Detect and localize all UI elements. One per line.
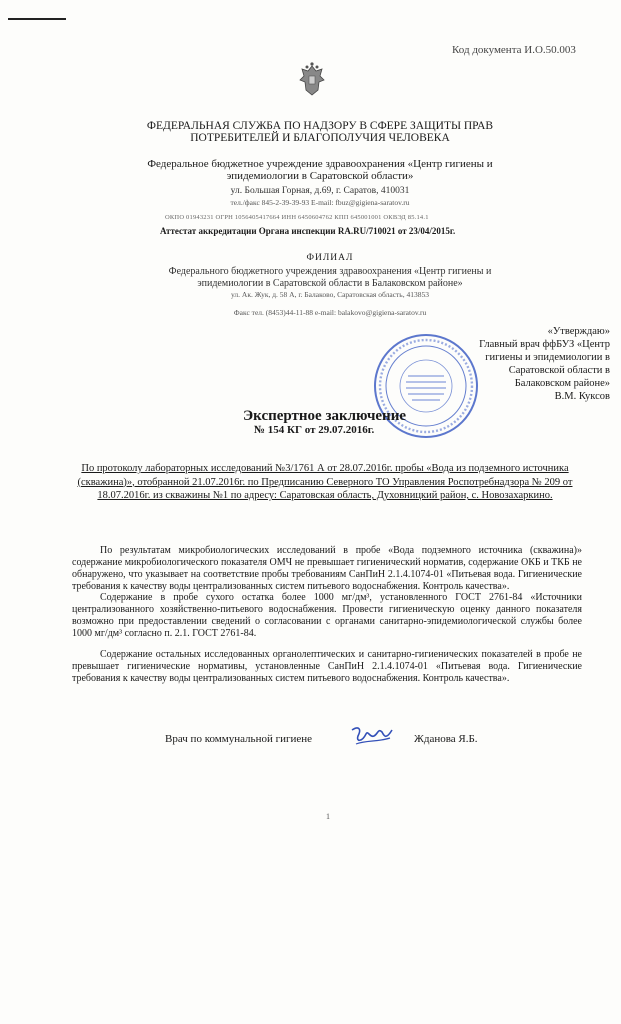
accreditation: Аттестат аккредитации Органа инспекции RA.RU/710021 от 23/04/2015г.	[160, 226, 456, 236]
conclusion-paragraph: Содержание в пробе сухого остатка более 1000 мг/дм³, установленного ГОСТ 2761-84 «Источники централизованного хозяйственно-питьевого водоснабжения. Провести гигиеническую оценку данного показателя возможно при предоставлении сведений о согласовании с органами санитарно-эпидемиологической службы более 1000 мг/дм³ согласно п. 2.1. ГОСТ 2761-84.	[72, 592, 582, 639]
document-code: Код документа И.О.50.003	[452, 44, 576, 56]
protocol-reference: По протоколу лабораторных исследований №3/1761 А от 28.07.2016г. пробы «Вода из подземного источника (скважина)», отобранной 21.07.2016г. по Предписанию Северного ТО Управления Роспотребнадзора № 209 от 18.07.2016г. из скважины №1 по адресу: Саратовская область, Духовницкий район, с. Новозахаркино.	[77, 463, 573, 501]
signer-name: Жданова Я.Б.	[414, 733, 478, 745]
institution-contacts: тел./факс 845-2-39-39-93 E-mail: fbuz@gigiena-saratov.ru	[230, 198, 410, 207]
branch-label: ФИЛИАЛ	[306, 253, 354, 263]
institution-address: ул. Большая Горная, д.69, г. Саратов, 410031	[230, 186, 410, 196]
conclusion-paragraph: По результатам микробиологических исследований в пробе «Вода подземного источника (скважина)» содержание микробиологического показателя ОМЧ не превышает гигиенический норматив, содержание ОКБ и ТКБ не обнаружено, что указывает на соответствие пробы требованиям СанПиН 2.1.4.1074-01 «Питьевая вода. Гигиенические требования к качеству воды централизованных систем питьевого водоснабжения. Контроль качества».	[72, 545, 582, 592]
page-number: 1	[326, 812, 330, 821]
institution-name: Федеральное бюджетное учреждение здравоохранения «Центр гигиены и эпидемиологии в Саратовской области»	[147, 158, 493, 182]
approval-block	[470, 325, 610, 403]
document-number: № 154 КГ от 29.07.2016г.	[254, 424, 375, 436]
conclusion-paragraph: Содержание остальных исследованных органолептических и санитарно-гигиенических показателей в пробе не превышает гигиенические нормативы, установленные СанПиН 2.1.4.1074-01 «Питьевая вода. Гигиенические требования к качеству воды централизованных систем питьевого водоснабжения. Контроль качества».	[72, 649, 582, 684]
branch-contacts: Факс тел. (8453)44-11-88 e-mail: balakovo@gigiena-saratov.ru	[233, 308, 427, 317]
branch-address: ул. Ак. Жук, д. 58 А, г. Балаково, Саратовская область, 413853	[231, 290, 429, 299]
approval-position: Главный врач ффБУЗ «Центр гигиены и эпидемиологии в Саратовской области в Балаковском районе»	[479, 339, 610, 389]
top-rule	[8, 18, 66, 20]
document-title: Экспертное заключение	[243, 408, 407, 424]
branch-name: Федерального бюджетного учреждения здравоохранения «Центр гигиены и эпидемиологии в Саратовской области в Балаковском районе»	[168, 266, 492, 289]
signer-role: Врач по коммунальной гигиене	[165, 733, 313, 745]
handwritten-signature	[348, 722, 396, 750]
approval-name: В.М. Куксов	[554, 391, 610, 402]
registry-codes: ОКПО 01943231 ОГРН 1056405417664 ИНН 6450604762 КПП 645001001 ОКВЭД 85.14.1	[165, 214, 429, 221]
approval-caption: «Утверждаю»	[547, 326, 610, 337]
service-name: ФЕДЕРАЛЬНАЯ СЛУЖБА ПО НАДЗОРУ В СФЕРЕ ЗАЩИТЫ ПРАВ ПОТРЕБИТЕЛЕЙ И БЛАГОПОЛУЧИЯ ЧЕЛОВЕКА	[146, 120, 494, 144]
coat-of-arms-icon	[297, 62, 327, 98]
